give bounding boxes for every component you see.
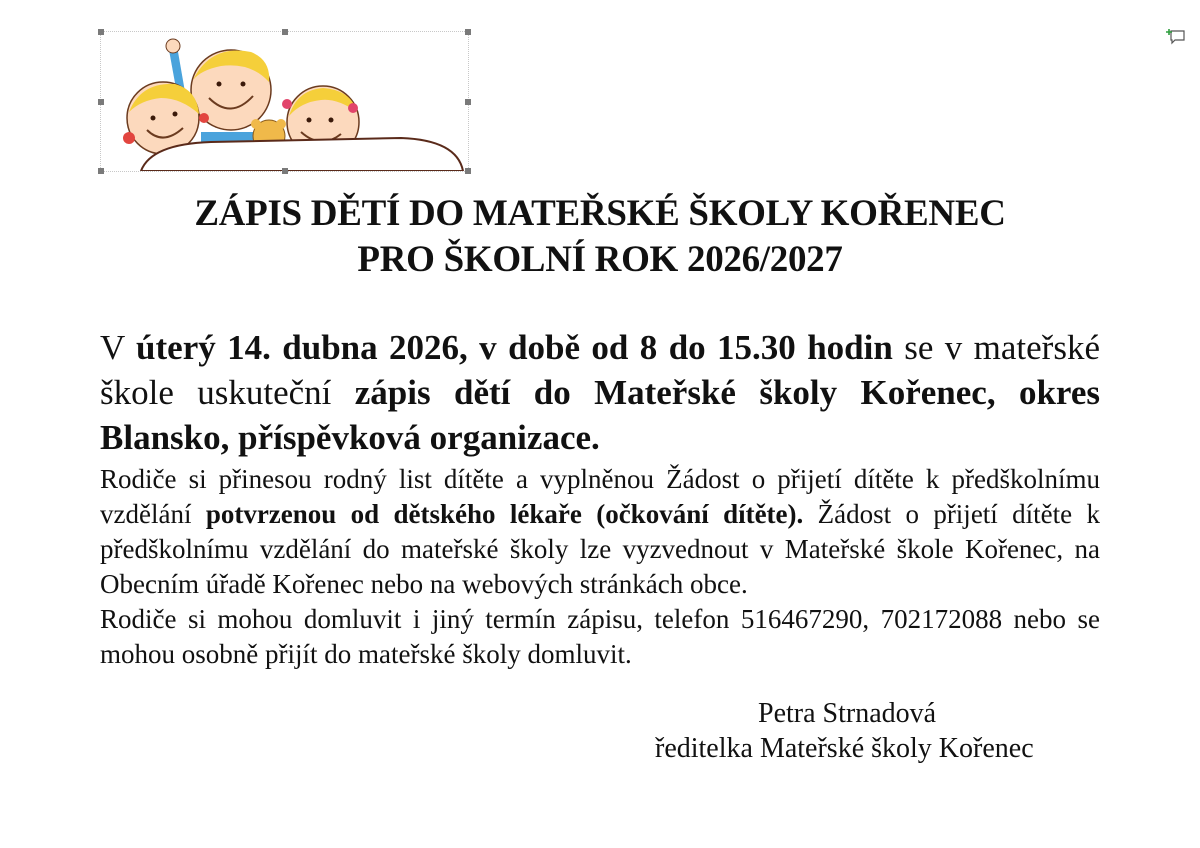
children-illustration[interactable] — [100, 31, 469, 172]
heading-line-1: ZÁPIS DĚTÍ DO MATEŘSKÉ ŠKOLY KOŘENEC — [194, 193, 1006, 234]
resize-handle-left[interactable] — [98, 99, 104, 105]
resize-handle-top-right[interactable] — [465, 29, 471, 35]
enrollment-date-time: úterý 14. dubna 2026, v době od 8 do 15.30 hodin — [136, 328, 893, 367]
signature-name: Petra Strnadová — [758, 698, 937, 729]
resize-handle-top-left[interactable] — [98, 29, 104, 35]
resize-handle-top[interactable] — [282, 29, 288, 35]
lead-text: se v mateřské škole uskuteční — [100, 328, 1100, 412]
documents-paragraph — [100, 462, 1100, 602]
school-name: zápis dětí do Mateřské školy Kořenec, okres Blansko, příspěvková organizace. — [100, 373, 1100, 457]
paragraph-text: Žádost o přijetí dítěte k předškolnímu vzdělání do mateřské školy lze vyzvednout v Mateřské škole Kořenec, na Obecním úřadě Kořenec nebo na webových stránkách obce. — [100, 499, 1100, 599]
children-cartoon-image — [101, 32, 468, 171]
lead-paragraph — [100, 325, 1100, 460]
resize-handle-bottom-left[interactable] — [98, 168, 104, 174]
resize-handle-bottom[interactable] — [282, 168, 288, 174]
lead-text: V — [100, 328, 137, 367]
insert-comment-icon[interactable] — [1166, 28, 1186, 46]
resize-handle-bottom-right[interactable] — [465, 168, 471, 174]
doctor-confirmation-note: potvrzenou od dětského lékaře (očkování dítěte). — [205, 499, 804, 529]
resize-handle-right[interactable] — [465, 99, 471, 105]
signature-role: ředitelka Mateřské školy Kořenec — [655, 733, 1034, 764]
paragraph-text: Rodiče si přinesou rodný list dítěte a vyplněnou Žádost o přijetí dítěte k předškolnímu vzdělání — [100, 464, 1100, 529]
contact-paragraph: Rodiče si mohou domluvit i jiný termín zápisu, telefon 516467290, 702172088 nebo se mohou osobně přijít do mateřské školy domluvit. — [100, 604, 1100, 669]
heading-line-2: PRO ŠKOLNÍ ROK 2026/2027 — [357, 239, 843, 280]
